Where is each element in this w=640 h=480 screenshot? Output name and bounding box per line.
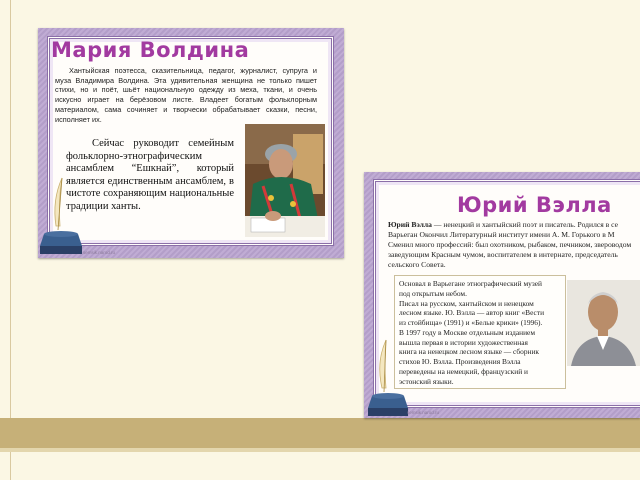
box-line: переведены на немецкий, французский и xyxy=(399,366,528,376)
intro-line: Сменил много профессий: был охотником, рыбаком, печником, звероводом xyxy=(388,240,632,249)
slide-intro-text xyxy=(388,220,640,270)
bottom-band xyxy=(0,418,640,448)
box-line: В 1997 году в Москве отдельным изданием xyxy=(399,327,536,337)
slide-box-text xyxy=(399,279,564,386)
box-line: эстонский языки. xyxy=(399,376,454,386)
box-line: лесном языке. Ю. Вэлла — автор книг «Вести xyxy=(399,308,545,318)
portrait-photo xyxy=(245,124,325,237)
quill-inkwell-icon xyxy=(38,174,88,258)
quill-inkwell-icon xyxy=(366,338,416,418)
slide-footnote: semsik.narod.ru xyxy=(407,410,440,415)
slide-yuri-vella[interactable] xyxy=(364,172,640,418)
slide-body-text: Сейчас руководит семейным фольклорно-этнографическим ансамблем “Ешкнай”, который является единственным ансамблем, в чистоте сохраняющим национальные традиции ханты. xyxy=(66,138,234,212)
intro-line: сельского Совета. xyxy=(388,260,446,269)
slide-title: Юрий Вэлла xyxy=(457,193,612,217)
page-left-rule xyxy=(10,0,11,480)
slide-footnote: semsik.narod.ru xyxy=(83,250,116,255)
bottom-band-shadow xyxy=(0,448,640,452)
portrait-photo xyxy=(567,280,640,366)
box-line: Писал на русском, хантыйском и ненецком xyxy=(399,298,534,308)
slide-maria-voldina[interactable] xyxy=(38,28,344,258)
slide-title: Мария Волдина xyxy=(51,38,250,62)
box-line: из стойбища» (1991) и «Белые крики» (1996). xyxy=(399,318,543,327)
box-line: вышла первая в истории художественная xyxy=(399,337,528,347)
author-name: Юрий Вэлла xyxy=(388,220,432,229)
intro-line: Варьеган Окончил Литературный институт имени А. М. Горького в М xyxy=(388,230,615,239)
box-line: под открытым небом. xyxy=(399,288,467,298)
box-line: стихов Ю. Вэлла. Произведения Вэлла xyxy=(399,357,521,366)
slide-intro-text: Хантыйская поэтесса, сказительница, педагог, журналист, супруга и муза Владимира Волдина. Эта удивительная женщина не только пишет стихи, но и поёт, шьёт национальную одежду из меха, ткани, и очень искусно играет на берёзовом листе. Владеет богатым фольклорным материалом, сама сочиняет и творчески обрабатывает сказки, песни, исполняет их. xyxy=(55,66,317,124)
intro-line: заведующим Красным чумом, воспитателем в интернате, председатель xyxy=(388,250,618,259)
box-line: Основал в Варьегане этнографический музей xyxy=(399,279,542,288)
box-line: книга на ненецком лесном языке — сборник xyxy=(399,347,540,357)
intro-line: Юрий Вэлла — ненецкий и хантыйский поэт и писатель. Родился в се xyxy=(388,220,618,229)
